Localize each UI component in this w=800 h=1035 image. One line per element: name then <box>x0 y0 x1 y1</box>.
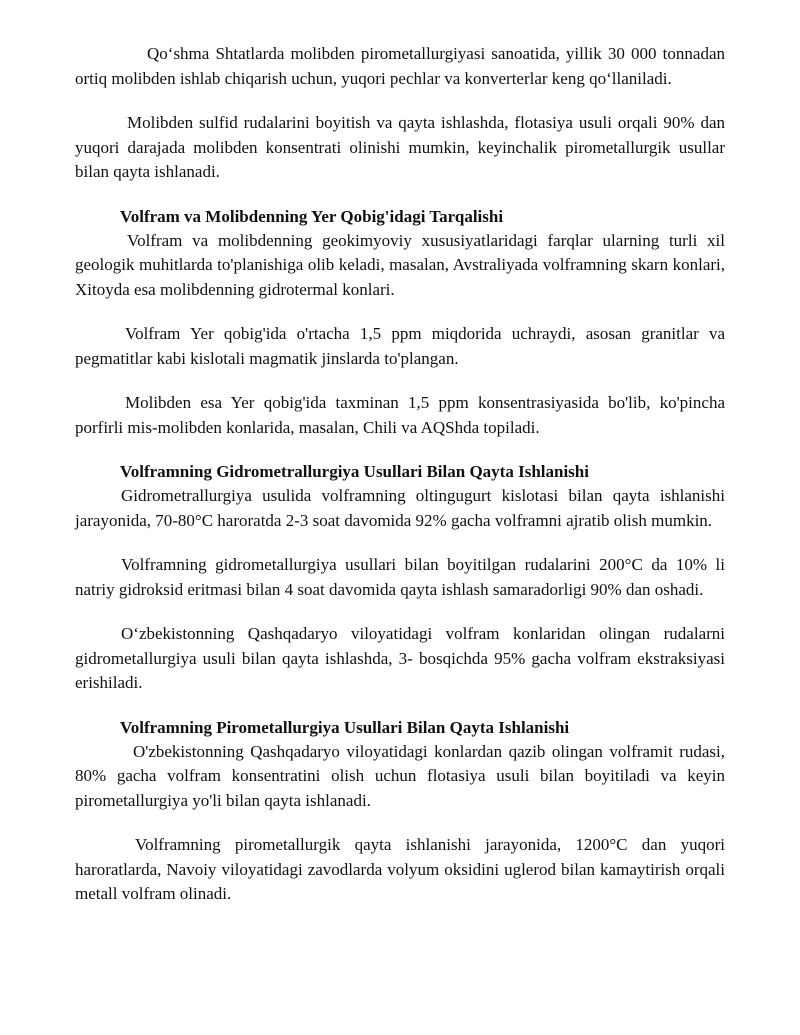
section-heading: Volframning Gidrometrallurgiya Usullari Bilan Qayta Ishlanishi <box>120 462 589 481</box>
paragraph: Volfram Yer qobig'ida o'rtacha 1,5 ppm miqdorida uchraydi, asosan granitlar va pegmatitlar kabi kislotali magmatik jinslarda to'plangan. <box>75 324 725 368</box>
document-page <box>75 42 725 927</box>
section-heading: Volfram va Molibdenning Yer Qobig'idagi Tarqalishi <box>120 206 504 226</box>
paragraph: Volframning pirometallurgik qayta ishlanishi jarayonida, 1200°C dan yuqori haroratlarda, Navoiy viloyatidagi zavodlarda volyum oksidini uglerod bilan kamaytirish orqali metall volfram olinadi. <box>75 835 725 903</box>
paragraph: Molibden esa Yer qobig'ida taxminan 1,5 ppm konsentrasiyasida bo'lib, ko'pincha porfirli mis-molibden konlarida, masalan, Chili va AQShda topiladi. <box>75 393 725 437</box>
paragraph: Gidrometrallurgiya usulida volframning oltingugurt kislotasi bilan qayta ishlanishi jarayonida, 70-80°C haroratda 2-3 soat davomida 92% gacha volframni ajratib olish mumkin. <box>75 486 725 530</box>
paragraph: Molibden sulfid rudalarini boyitish va qayta ishlashda, flotasiya usuli orqali 90% dan yuqori darajada molibden konsentrati olinishi mumkin, keyinchalik pirometallurgik usullar bilan qayta ishlanadi. <box>75 113 725 181</box>
paragraph: Volframning gidrometallurgiya usullari bilan boyitilgan rudalarini 200°C da 10% li natriy gidroksid eritmasi bilan 4 soat davomida qayta ishlash samaradorligi 90% dan oshadi. <box>75 555 725 599</box>
section-heading: Volframning Pirometallurgiya Usullari Bilan Qayta Ishlanishi <box>120 717 570 737</box>
paragraph: O'zbekistonning Qashqadaryo viloyatidagi konlardan qazib olingan volframit rudasi, 80% gacha volfram konsentratini olish uchun flotasiya usuli bilan boyitiladi va keyin pirometallurgiya yo'li bilan qayta ishlanadi. <box>75 741 725 810</box>
paragraph: Qo‘shma Shtatlarda molibden pirometallurgiyasi sanoatida, yillik 30 000 tonnadan ortiq molibden ishlab chiqarish uchun, yuqori pechlar va konverterlar keng qo‘llaniladi. <box>75 44 725 88</box>
paragraph: O‘zbekistonning Qashqadaryo viloyatidagi volfram konlaridan olingan rudalarni gidrometallurgiya usuli bilan qayta ishlashda, 3- bosqichda 95% gacha volfram ekstraksiyasi erishiladi. <box>75 624 725 692</box>
paragraph: Volfram va molibdenning geokimyoviy xususiyatlaridagi farqlar ularning turli xil geologik muhitlarda to'planishiga olib keladi, masalan, Avstraliyada volframning skarn konlari, Xitoyda esa molibdenning gidrotermal konlari. <box>75 230 725 299</box>
